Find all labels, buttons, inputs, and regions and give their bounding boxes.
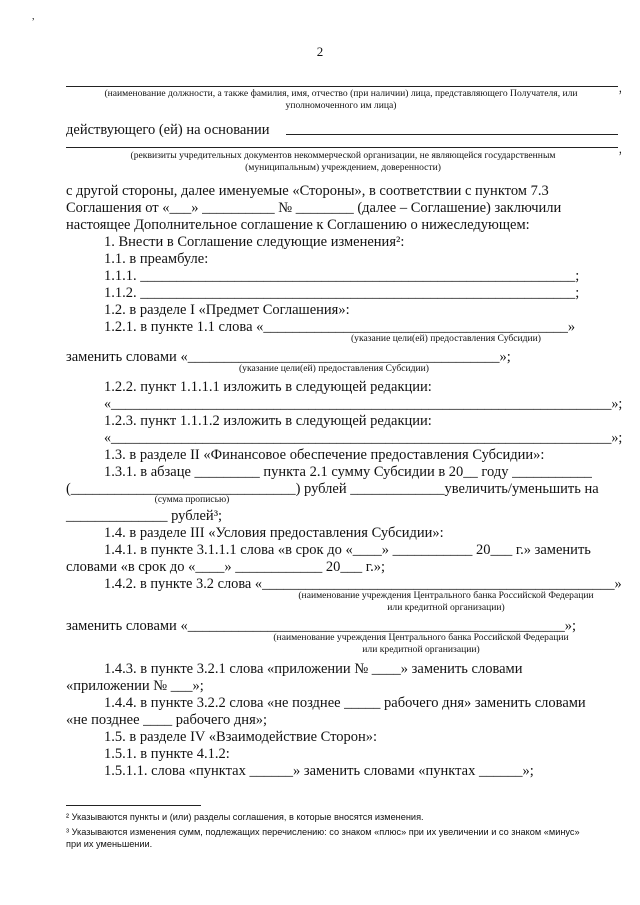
text-line: «не позднее ____ рабочего дня»; [66, 712, 268, 728]
field-caption: (наименование должности, а также фамилия, имя, отчество (при наличии) лица, представляющего Получателя, или [104, 88, 578, 99]
footnote-line: ² Указываются пункты и (или) разделы соглашения, в которые вносятся изменения. [66, 812, 424, 822]
field-caption: (сумма прописью) [154, 494, 230, 505]
text-line: 1.1.1. ____________________________________________________________; [104, 268, 580, 284]
text-line: заменить словами «___________________________________________»; [66, 349, 511, 365]
text-line: 1.5.1. в пункте 4.1.2: [104, 746, 230, 762]
text-line: настоящее Дополнительное соглашение к Соглашению о нижеследующем: [66, 217, 530, 233]
text-line: 1.3. в разделе II «Финансовое обеспечение предоставления Субсидии»: [104, 447, 545, 463]
scan-mark: , [32, 11, 35, 22]
field-caption: или кредитной организации) [387, 602, 505, 613]
page-number: 2 [316, 44, 324, 59]
text-line: 1.4.2. в пункте 3.2 слова «_________________________________________________» [104, 576, 622, 592]
text-line: 1.3.1. в абзаце _________ пункта 2.1 сумму Субсидии в 20__ году ___________ [104, 464, 592, 480]
field-caption: (наименование учреждения Центрального банка Российской Федерации [298, 590, 594, 601]
text-line: «приложении № ___»; [66, 678, 204, 694]
text-line: с другой стороны, далее именуемые «Стороны», в соответствии с пунктом 7.3 [66, 183, 549, 199]
text-line: 1.1.2. ____________________________________________________________; [104, 285, 580, 301]
text-line: 1.5. в разделе IV «Взаимодействие Сторон»: [104, 729, 378, 745]
basis-field-line [286, 134, 618, 135]
text-line: 1.4. в разделе III «Условия предоставления Субсидии»: [104, 525, 444, 541]
text-line: «_______________________________________________________________________»; [104, 430, 623, 446]
text-line: 1.2.3. пункт 1.1.1.2 изложить в следующей редакции: [104, 413, 432, 429]
text-line: словами «в срок до «____» ____________ 20___ г.»; [66, 559, 385, 575]
text-line: 1.1. в преамбуле: [104, 251, 209, 267]
footnote-separator [66, 805, 201, 806]
text-line: , [619, 80, 622, 96]
text-line: , [619, 141, 622, 157]
documents-field-line [66, 147, 618, 148]
text-line: действующего (ей) на основании [66, 122, 270, 138]
footnote-line: при их уменьшении. [66, 839, 153, 849]
text-line: 1.4.3. в пункте 3.2.1 слова «приложении № ____» заменить словами [104, 661, 523, 677]
text-line: заменить словами «____________________________________________________»; [66, 618, 576, 634]
representative-field-line [66, 86, 618, 87]
footnote-line: ³ Указываются изменения сумм, подлежащих перечислению: со знаком «плюс» при их увеличении и со знаком «минус» [66, 827, 580, 837]
text-line: 1.2.1. в пункте 1.1 слова «__________________________________________» [104, 319, 576, 335]
field-caption: или кредитной организации) [362, 644, 480, 655]
text-line: 1.2.2. пункт 1.1.1.1 изложить в следующей редакции: [104, 379, 432, 395]
field-caption: (указание цели(ей) предоставления Субсидии) [238, 363, 429, 374]
text-line: «_______________________________________________________________________»; [104, 396, 623, 412]
field-caption: (реквизиты учредительных документов некоммерческой организации, не являющейся государственным [130, 150, 556, 161]
text-line: ______________ рублей³; [66, 508, 223, 524]
field-caption: (муниципальным) учреждением, доверенности) [245, 162, 441, 173]
text-line: 1.5.1.1. слова «пунктах ______» заменить словами «пунктах ______»; [104, 763, 534, 779]
text-line: Соглашения от «___» __________ № ________ (далее – Соглашение) заключили [66, 200, 562, 216]
text-line: 1.4.1. в пункте 3.1.1.1 слова «в срок до «____» ___________ 20___ г.» заменить [104, 542, 591, 558]
field-caption: (наименование учреждения Центрального банка Российской Федерации [273, 632, 569, 643]
text-line: 1. Внести в Соглашение следующие изменения²: [104, 234, 405, 250]
text-line: 1.4.4. в пункте 3.2.2 слова «не позднее _____ рабочего дня» заменить словами [104, 695, 586, 711]
field-caption: (указание цели(ей) предоставления Субсидии) [350, 333, 541, 344]
text-line: 1.2. в разделе I «Предмет Соглашения»: [104, 302, 350, 318]
field-caption: уполномоченного им лица) [285, 100, 397, 111]
text-line: (_______________________________) рублей _____________увеличить/уменьшить на [66, 481, 599, 497]
